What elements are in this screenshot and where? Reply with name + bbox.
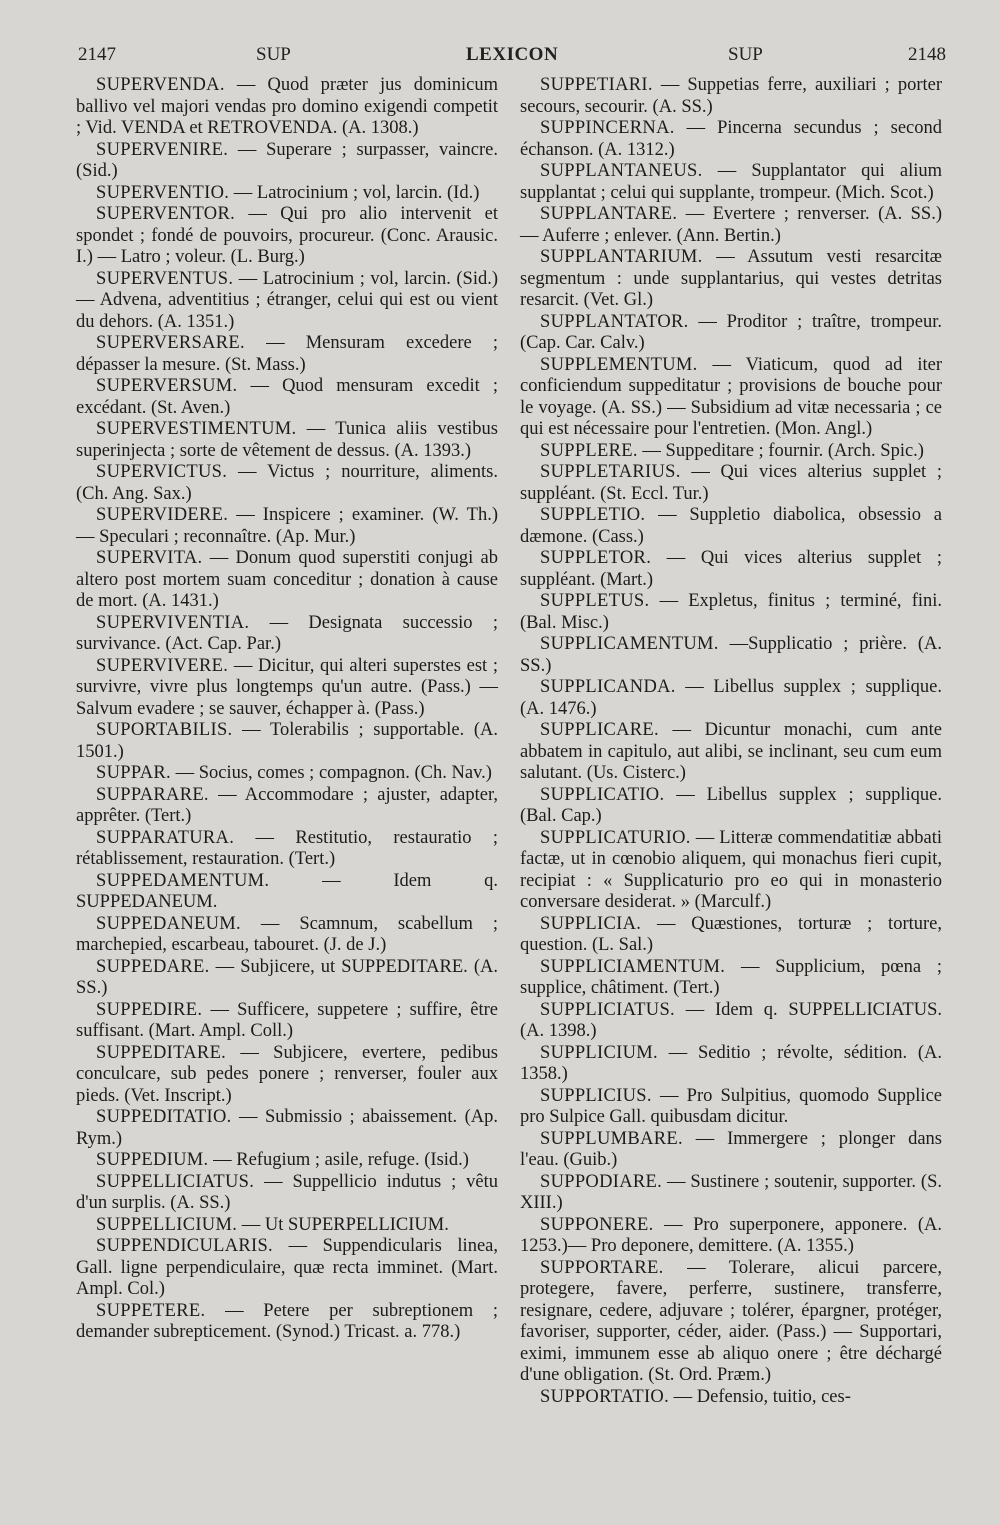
entry-headword: SUPPEDARE. bbox=[96, 956, 210, 977]
dictionary-entry bbox=[76, 183, 498, 205]
dictionary-entry bbox=[520, 548, 942, 591]
entry-definition: — Libellus supplex ; supplique. (A. 1476.) bbox=[520, 677, 943, 719]
entry-headword: SUPPLETUS. bbox=[540, 591, 650, 611]
entry-headword: SUPPAR. bbox=[96, 763, 171, 783]
dictionary-entry bbox=[520, 914, 942, 957]
entry-headword: SUPERVITA. bbox=[96, 548, 203, 568]
entry-definition: — Donum quod superstiti conjugi ab altero post mortem suam conceditur ; donation à cause de mort. (A. 1431.) bbox=[76, 548, 498, 611]
entry-definition: — Tunica aliis vestibus superinjecta ; sorte de vêtement de dessus. (A. 1393.) bbox=[76, 419, 498, 461]
dictionary-entry bbox=[76, 333, 498, 376]
running-title: LEXICON bbox=[466, 44, 559, 65]
entry-definition: — Assutum vesti resarcitæ segmentum : unde supplantarius, qui vestes detritas resarcit. (Vet. Gl.) bbox=[520, 247, 943, 310]
entry-headword: SUPPLICIAMENTUM. bbox=[540, 956, 726, 977]
dictionary-entry bbox=[76, 140, 498, 183]
entry-headword: SUPPEDANEUM. bbox=[96, 913, 241, 934]
entry-headword: SUPPLUMBARE. bbox=[540, 1128, 683, 1149]
entry-definition: — Sustinere ; soutenir, supporter. (S. XIII.) bbox=[520, 1171, 942, 1213]
entry-headword: SUPORTABILIS. bbox=[96, 720, 233, 740]
entry-definition: — Victus ; nourriture, aliments. (Ch. Ang. Sax.) bbox=[76, 462, 498, 504]
entry-definition: — Latrocinium ; vol, larcin. (Id.) bbox=[233, 182, 480, 203]
entry-definition: — Dicitur, qui alteri superstes est ; survivre, vivre plus longtemps qu'un autre. (Pass.) — Salvum evadere ; se sauver, échapper à. (Pass.) bbox=[76, 655, 498, 719]
entry-headword: SUPPONERE. bbox=[540, 1214, 654, 1235]
entry-definition: — Suppeditare ; fournir. (Arch. Spic.) bbox=[642, 440, 924, 461]
entry-definition: — Refugium ; asile, refuge. (Isid.) bbox=[213, 1150, 469, 1170]
entry-headword: SUPERVENDA. bbox=[96, 75, 225, 95]
entry-headword: SUPPETIARI. bbox=[540, 75, 653, 95]
dictionary-entry bbox=[520, 247, 942, 312]
dictionary-entry bbox=[76, 1215, 498, 1237]
left-page-number: 2147 bbox=[78, 44, 116, 65]
entry-definition: — Ut SUPERPELLICIUM. bbox=[241, 1214, 449, 1235]
entry-headword: SUPPELLICIUM. bbox=[96, 1214, 238, 1235]
dictionary-entry bbox=[76, 957, 498, 1000]
entry-definition: — Dicuntur monachi, cum ante abbatem in capitulo, aut alibi, se inclinant, seu cum eum salutant. (Us. Cisterc.) bbox=[520, 720, 942, 783]
dictionary-entry bbox=[76, 204, 498, 269]
entry-headword: SUPPEDIUM. bbox=[96, 1150, 209, 1170]
entry-definition: — Submissio ; abaissement. (Ap. Rym.) bbox=[76, 1107, 499, 1149]
entry-definition: — Suppendicularis linea, Gall. ligne perpendiculaire, quæ recta imminet. (Mart. Ampl. Col.) bbox=[76, 1236, 498, 1299]
entry-headword: SUPPENDICULARIS. bbox=[96, 1236, 273, 1256]
entry-headword: SUPPELLICIATUS. bbox=[96, 1171, 255, 1192]
entry-definition: —Supplicatio ; prière. (A. SS.) bbox=[520, 634, 942, 676]
dictionary-entry bbox=[76, 1172, 498, 1215]
dictionary-entry bbox=[520, 462, 942, 505]
right-guide-word: SUP bbox=[728, 44, 763, 65]
entry-definition: — Mensuram excedere ; dépasser la mesure. (St. Mass.) bbox=[76, 333, 499, 375]
entry-definition: — Petere per subreptionem ; demander subrepticement. (Synod.) Tricast. a. 778.) bbox=[76, 1300, 499, 1342]
entry-headword: SUPERVICTUS. bbox=[96, 462, 228, 482]
entry-headword: SUPPETERE. bbox=[96, 1300, 206, 1321]
entry-definition: — Idem q. SUPPEDANEUM. bbox=[76, 870, 499, 912]
entry-definition: — Litteræ commendatitiæ abbati factæ, ut in cœnobio aliquem, qui monachus fieri cupit, recipiat : « Supplicaturio pro eo qui in monasterio conversare desiderat. » (Marculf.) bbox=[520, 827, 942, 912]
entry-headword: SUPPLICATIO. bbox=[540, 784, 665, 805]
entry-definition: — Superare ; surpasser, vaincre. (Sid.) bbox=[76, 139, 498, 181]
entry-definition: — Seditio ; révolte, sédition. (A. 1358.) bbox=[520, 1042, 942, 1084]
entry-definition: — Qui pro alio intervenit et spondet ; fondé de pouvoirs, procureur. (Conc. Arausic. I.) — Latro ; voleur. (L. Burg.) bbox=[76, 204, 499, 267]
entry-definition: — Socius, comes ; compagnon. (Ch. Nav.) bbox=[175, 763, 492, 783]
dictionary-entry bbox=[76, 656, 498, 721]
dictionary-entry bbox=[76, 785, 498, 828]
dictionary-entry bbox=[520, 161, 942, 204]
entry-definition: — Defensio, tuitio, ces- bbox=[673, 1386, 851, 1407]
entry-headword: SUPERVIVERE. bbox=[96, 655, 229, 676]
entry-definition: — Qui vices alterius supplet ; suppléant. (St. Eccl. Tur.) bbox=[520, 462, 942, 504]
entry-headword: SUPERVERSARE. bbox=[96, 333, 245, 353]
entry-definition: — Designata successio ; survivance. (Act. Cap. Par.) bbox=[76, 612, 498, 654]
running-head bbox=[78, 44, 946, 72]
dictionary-entry bbox=[520, 720, 942, 785]
entry-definition: — Evertere ; renverser. (A. SS.) — Auferre ; enlever. (Ann. Bertin.) bbox=[520, 204, 943, 246]
entry-definition: — Suppellicio indutus ; vêtu d'un surplis. (A. SS.) bbox=[76, 1171, 499, 1213]
entry-headword: SUPPODIARE. bbox=[540, 1171, 663, 1192]
dictionary-entry bbox=[520, 1258, 942, 1387]
entry-definition: — Quæstiones, torturæ ; torture, question. (L. Sal.) bbox=[520, 913, 942, 955]
dictionary-entry bbox=[76, 1000, 498, 1043]
dictionary-entry bbox=[76, 1107, 498, 1150]
dictionary-entry bbox=[76, 1043, 498, 1108]
dictionary-entry bbox=[76, 462, 498, 505]
entry-definition: — Accommodare ; ajuster, adapter, apprêter. (Tert.) bbox=[76, 784, 499, 826]
entry-definition: — Proditor ; traître, trompeur. (Cap. Car. Calv.) bbox=[520, 311, 942, 353]
dictionary-entry bbox=[520, 204, 942, 247]
dictionary-entry bbox=[520, 828, 942, 914]
entry-headword: SUPPLICIATUS. bbox=[540, 999, 675, 1020]
dictionary-entry bbox=[520, 591, 942, 634]
entry-definition: — Supplantator qui alium supplantat ; celui qui supplante, trompeur. (Mich. Scot.) bbox=[520, 161, 942, 203]
entry-headword: SUPERVESTIMENTUM. bbox=[96, 419, 297, 439]
left-guide-word: SUP bbox=[256, 44, 291, 65]
left-column bbox=[76, 75, 498, 1344]
entry-definition: — Pro Sulpitius, quomodo Supplice pro Sulpice Gall. quibusdam dicitur. bbox=[520, 1085, 942, 1127]
dictionary-entry bbox=[520, 118, 942, 161]
entry-headword: SUPPLERE. bbox=[540, 440, 638, 461]
entry-definition: — Libellus supplex ; supplique. (Bal. Cap.) bbox=[520, 784, 942, 826]
entry-headword: SUPPLEMENTUM. bbox=[540, 354, 698, 375]
entry-definition: — Restitutio, restauratio ; rétablissement, restauration. (Tert.) bbox=[76, 827, 499, 869]
entry-definition: — Tolerabilis ; supportable. (A. 1501.) bbox=[76, 720, 498, 762]
entry-headword: SUPPLETOR. bbox=[540, 548, 652, 568]
entry-definition: — Subjicere, ut SUPPEDITARE. (A. SS.) bbox=[76, 956, 498, 998]
entry-headword: SUPPLICIA. bbox=[540, 913, 642, 934]
entry-definition: — Supplicium, pœna ; supplice, châtiment. (Tert.) bbox=[520, 956, 943, 998]
entry-definition: — Pro superponere, apponere. (A. 1253.)— Pro deponere, demittere. (A. 1355.) bbox=[520, 1214, 943, 1256]
dictionary-entry bbox=[520, 1086, 942, 1129]
dictionary-entry bbox=[76, 1150, 498, 1172]
entry-headword: SUPERVENTUS. bbox=[96, 268, 234, 289]
dictionary-entry bbox=[76, 720, 498, 763]
entry-definition: — Inspicere ; examiner. (W. Th.) — Speculari ; reconnaître. (Ap. Mur.) bbox=[76, 505, 498, 547]
dictionary-entry bbox=[520, 1000, 942, 1043]
dictionary-entry bbox=[520, 505, 942, 548]
dictionary-entry bbox=[76, 871, 498, 914]
entry-headword: SUPPORTATIO. bbox=[540, 1386, 669, 1407]
entry-headword: SUPPEDITATIO. bbox=[96, 1107, 232, 1127]
dictionary-entry bbox=[520, 634, 942, 677]
entry-headword: SUPPARARE. bbox=[96, 784, 209, 805]
dictionary-entry bbox=[76, 419, 498, 462]
dictionary-entry bbox=[76, 828, 498, 871]
dictionary-entry bbox=[76, 763, 498, 785]
entry-headword: SUPPLICAMENTUM. bbox=[540, 634, 719, 654]
entry-headword: SUPPLICIUS. bbox=[540, 1085, 652, 1106]
entry-definition: — Sufficere, suppetere ; suffire, être suffisant. (Mart. Ampl. Coll.) bbox=[76, 999, 499, 1041]
dictionary-entry bbox=[520, 1215, 942, 1258]
dictionary-entry bbox=[520, 1172, 942, 1215]
dictionary-entry bbox=[76, 505, 498, 548]
dictionary-entry bbox=[520, 1387, 942, 1409]
entry-headword: SUPPEDITARE. bbox=[96, 1042, 227, 1063]
entry-headword: SUPERVERSUM. bbox=[96, 376, 238, 396]
dictionary-entry bbox=[520, 355, 942, 441]
entry-headword: SUPPLICARE. bbox=[540, 720, 659, 740]
entry-definition: — Viaticum, quod ad iter conficiendum suppeditatur ; provisions de bouche pour le voyage. (A. SS.) — Subsidium ad vitæ necessaria ; ce qui est nécessaire pour l'entretien. (Mon. Angl.) bbox=[520, 354, 943, 439]
entry-definition: — Quod præter jus dominicum ballivo vel majori vendas pro domino exigendi competit ; Vid. VENDA et RETROVENDA. (A. 1308.) bbox=[76, 75, 499, 138]
entry-headword: SUPPLICATURIO. bbox=[540, 827, 691, 848]
dictionary-entry bbox=[76, 1301, 498, 1344]
entry-definition: — Scamnum, scabellum ; marchepied, escarbeau, tabouret. (J. de J.) bbox=[76, 913, 499, 955]
entry-definition: — Suppetias ferre, auxiliari ; porter secours, secourir. (A. SS.) bbox=[520, 75, 942, 117]
entry-headword: SUPPLETARIUS. bbox=[540, 462, 681, 482]
entry-definition: — Qui vices alterius supplet ; suppléant. (Mart.) bbox=[520, 548, 943, 590]
entry-headword: SUPERVIDERE. bbox=[96, 505, 229, 525]
dictionary-entry bbox=[76, 269, 498, 334]
entry-headword: SUPERVENTOR. bbox=[96, 204, 236, 224]
dictionary-entry bbox=[76, 914, 498, 957]
entry-headword: SUPERVIVENTIA. bbox=[96, 612, 250, 633]
dictionary-entry bbox=[520, 312, 942, 355]
dictionary-entry bbox=[520, 1043, 942, 1086]
right-column bbox=[520, 75, 942, 1408]
right-page-number: 2148 bbox=[908, 44, 946, 65]
entry-definition: — Immergere ; plonger dans l'eau. (Guib.) bbox=[520, 1128, 942, 1170]
dictionary-entry bbox=[520, 785, 942, 828]
entry-headword: SUPPLANTARE. bbox=[540, 204, 678, 224]
entry-definition: — Subjicere, evertere, pedibus conculcare, sub pedes ponere ; renverser, fouler aux pieds. (Vet. Inscript.) bbox=[76, 1042, 498, 1106]
entry-headword: SUPPLANTARIUM. bbox=[540, 247, 703, 267]
entry-headword: SUPPLICIUM. bbox=[540, 1042, 658, 1063]
dictionary-entry bbox=[520, 957, 942, 1000]
entry-definition: — Expletus, finitus ; terminé, fini. (Bal. Misc.) bbox=[520, 591, 943, 633]
entry-definition: — Latrocinium ; vol, larcin. (Sid.) — Advena, adventitius ; étranger, celui qui est ou vient du dehors. (A. 1351.) bbox=[76, 268, 498, 332]
entry-headword: SUPPLETIO. bbox=[540, 505, 646, 525]
entry-definition: — Idem q. SUPPELLICIATUS. (A. 1398.) bbox=[520, 999, 943, 1041]
entry-headword: SUPPLANTATOR. bbox=[540, 311, 689, 332]
dictionary-entry bbox=[76, 376, 498, 419]
dictionary-entry bbox=[520, 677, 942, 720]
entry-headword: SUPERVENTIO. bbox=[96, 182, 230, 203]
dictionary-entry bbox=[76, 1236, 498, 1301]
entry-headword: SUPERVENIRE. bbox=[96, 139, 229, 160]
dictionary-entry bbox=[520, 1129, 942, 1172]
dictionary-entry bbox=[76, 75, 498, 140]
entry-headword: SUPPEDIRE. bbox=[96, 999, 203, 1020]
entry-headword: SUPPORTARE. bbox=[540, 1257, 664, 1278]
dictionary-entry bbox=[76, 548, 498, 613]
entry-headword: SUPPINCERNA. bbox=[540, 118, 675, 138]
entry-definition: — Pincerna secundus ; second échanson. (A. 1312.) bbox=[520, 118, 942, 160]
entry-definition: — Tolerare, alicui parcere, protegere, favere, perferre, sustinere, transferre, resignare, cedere, adjuvare ; tolérer, épargner, protéger, favoriser, supporter, céder, aider. (Pass.) — Supportari, eximi, immunem esse ab aliquo onere ; être déchargé d'une obligation. (St. Ord. Præm.) bbox=[520, 1257, 943, 1385]
entry-definition: — Quod mensuram excedit ; excédant. (St. Aven.) bbox=[76, 376, 499, 418]
dictionary-entry bbox=[76, 613, 498, 656]
dictionary-entry bbox=[520, 441, 942, 463]
entry-headword: SUPPLICANDA. bbox=[540, 677, 676, 697]
entry-headword: SUPPLANTANEUS. bbox=[540, 161, 703, 181]
entry-headword: SUPPARATURA. bbox=[96, 827, 235, 848]
entry-headword: SUPPEDAMENTUM. bbox=[96, 870, 270, 891]
entry-definition: — Suppletio diabolica, obsessio a dæmone. (Cass.) bbox=[520, 505, 942, 547]
dictionary-entry bbox=[520, 75, 942, 118]
